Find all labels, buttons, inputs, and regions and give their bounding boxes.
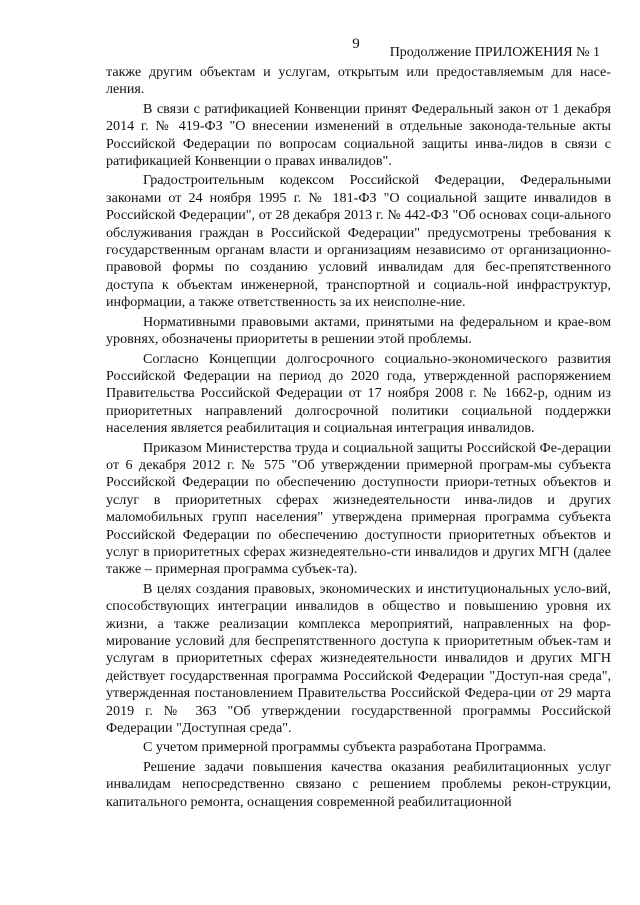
document-body [106, 64, 611, 811]
paragraph-rehabilitation-services: Решение задачи повышения качества оказания реабилитационных услуг инвалидам непосредственно связано с решением проблемы рекон-струкции, капитального ремонта, оснащения современной реабилитационной [106, 758, 611, 810]
paragraph-continuation: также другим объектам и услугам, открытым или предоставляемым для насе-ления. [106, 64, 611, 98]
running-header: Продолжение ПРИЛОЖЕНИЯ № 1 [389, 45, 600, 60]
paragraph-state-program: В целях создания правовых, экономических и институциональных усло-вий, способствующих интеграции инвалидов в общество и повышению уровня их жизни, а также реализации комплекса мероприятий, направленных на фор-мирование условий для беспрепятственного доступа к приоритетным объек-там и услугам в приоритетных сферах жизнедеятельности инвалидов и других МГН действует государственная программа Российской Федерации "Доступ-ная среда", утвержденная постановлением Правительства Российской Федера-ции от 29 марта 2019 г. № 363 "Об утверждении государственной программы Российской Федерации "Доступная среда". [106, 580, 611, 737]
paragraph-program-developed: С учетом примерной программы субъекта разработана Программа. [143, 739, 547, 756]
paragraph-urban-code: Градостроительным кодексом Российской Федерации, Федеральными законами от 24 ноября 1995 г. № 181-ФЗ "О социальной защите инвалидов в Российской Федерации", от 28 декабря 2013 г. № 442-ФЗ "Об основах соци-ального обслуживания граждан в Российской Федерации" предусмотрены требования к государственным органам власти и организациям независимо от организационно-правовой формы по созданию условий инвалидам для бес-препятственного доступа к объектам инженерной, транспортной и социаль-ной инфраструктур, информации, а также ответственность за их неисполне-ние. [106, 172, 611, 311]
paragraph-ministry-order: Приказом Министерства труда и социальной защиты Российской Фе-дерации от 6 декабря 2012 г. № 575 "Об утверждении примерной програм-мы субъекта Российской Федерации по обеспечению доступности приори-тетных объектов и услуг в приоритетных сферах жизнедеятельности инва-лидов и других маломобильных групп населения" утверждена примерная программа субъекта Российской Федерации по обеспечению доступности приоритетных объектов и услуг в приоритетных сферах жизнедеятельно-сти инвалидов и других МГН (далее также – примерная программа субъек-та). [106, 439, 611, 578]
paragraph-normative-acts: Нормативными правовыми актами, принятыми на федеральном и крае-вом уровнях, обозначены приоритеты в решении этой проблемы. [106, 313, 611, 348]
paragraph-ratification-law: В связи с ратификацией Конвенции принят Федеральный закон от 1 декабря 2014 г. № 419-ФЗ "О внесении изменений в отдельные законода-тельные акты Российской Федерации по вопросам социальной защиты инва-лидов в связи с ратификацией Конвенции о правах инвалидов". [106, 100, 611, 170]
page-number: 9 [352, 36, 360, 52]
paragraph-concept-2020: Согласно Концепции долгосрочного социально-экономического развития Российской Федерации на период до 2020 года, утвержденной распоряжением Правительства Российской Федерации от 17 ноября 2008 г. № 1662-р, одним из приоритетных направлений долгосрочной политики социальной поддержки населения является реабилитация и социальная интеграция инвалидов. [106, 350, 611, 437]
